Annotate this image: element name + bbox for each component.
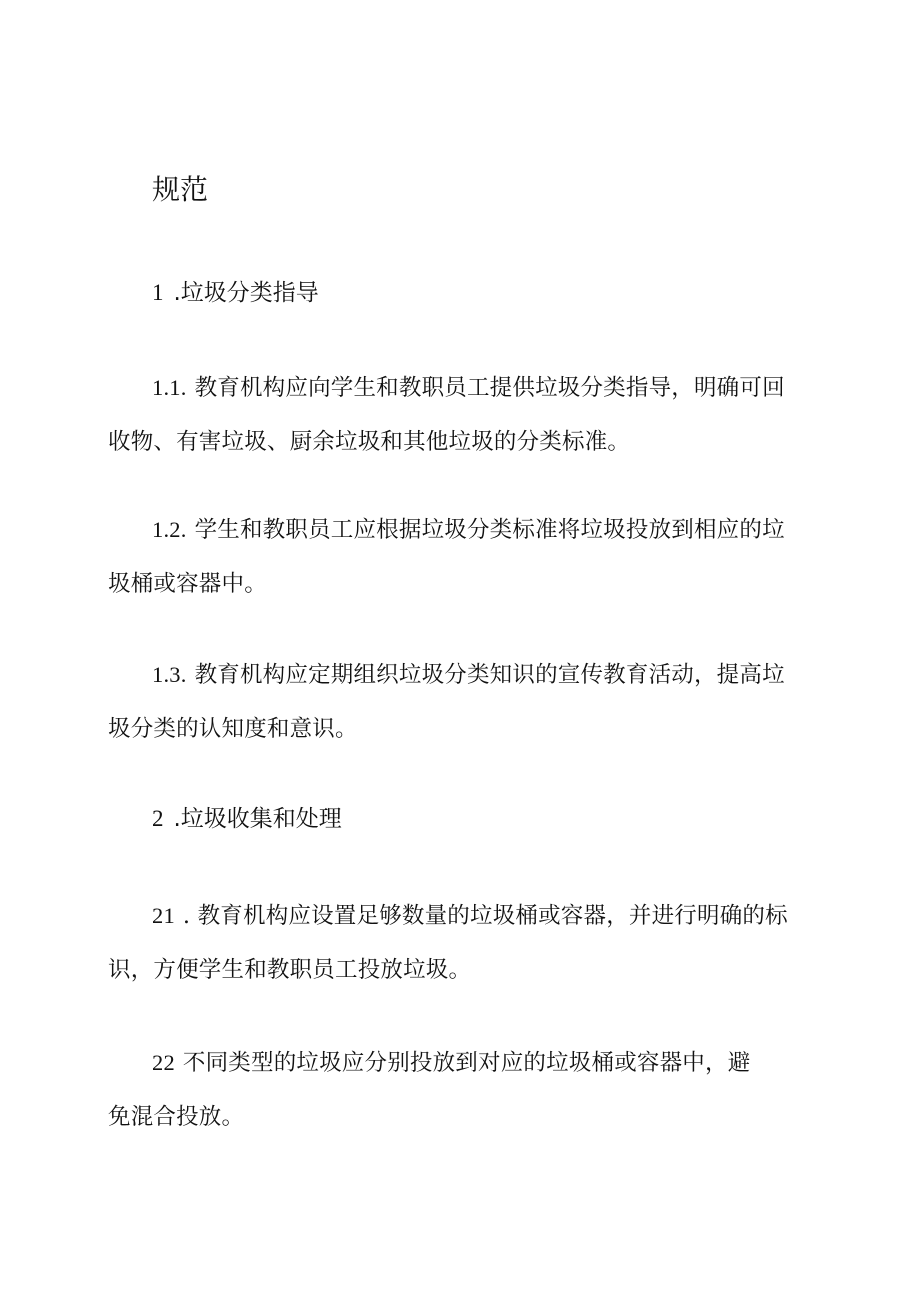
section-number: 2	[152, 806, 164, 831]
clause-number: 1.3.	[152, 662, 187, 687]
clause-text-line1: 学生和教职员工应根据垃圾分类标准将垃圾投放到相应的垃	[194, 517, 785, 543]
clause-text-line1: 不同类型的垃圾应分别投放到对应的垃圾桶或容器中，避	[182, 1050, 751, 1076]
section-title: .垃圾分类指导	[173, 280, 319, 306]
document-title: 规范	[152, 173, 209, 206]
clause-text-line2: 圾桶或容器中。	[108, 571, 267, 597]
section-heading-2	[152, 801, 342, 837]
clause-text-line2: 免混合投放。	[108, 1104, 245, 1130]
clause-number: 1.2.	[152, 517, 187, 542]
clause-1-1	[108, 361, 808, 469]
clause-text-line1: 教育机构应定期组织垃圾分类知识的宣传教育活动，提高垃	[194, 662, 785, 688]
clause-1-2	[108, 503, 808, 611]
section-number: 1	[152, 280, 164, 305]
clause-text-line1: 教育机构应向学生和教职员工提供垃圾分类指导，明确可回	[194, 375, 785, 401]
section-heading-1	[152, 275, 319, 311]
clause-number: 22	[152, 1050, 175, 1075]
clause-1-3	[108, 648, 808, 756]
clause-text-line1: . 教育机构应设置足够数量的垃圾桶或容器，并进行明确的标	[182, 903, 788, 929]
clause-text-line2: 收物、有害垃圾、厨余垃圾和其他垃圾的分类标准。	[108, 429, 631, 455]
clause-number: 1.1.	[152, 375, 187, 400]
clause-2-1	[108, 889, 808, 997]
section-title: .垃圾收集和处理	[173, 806, 342, 832]
clause-number: 21	[152, 903, 175, 928]
clause-text-line2: 圾分类的认知度和意识。	[108, 716, 358, 742]
clause-text-line2: 识，方便学生和教职员工投放垃圾。	[108, 957, 472, 983]
clause-2-2	[108, 1036, 808, 1144]
